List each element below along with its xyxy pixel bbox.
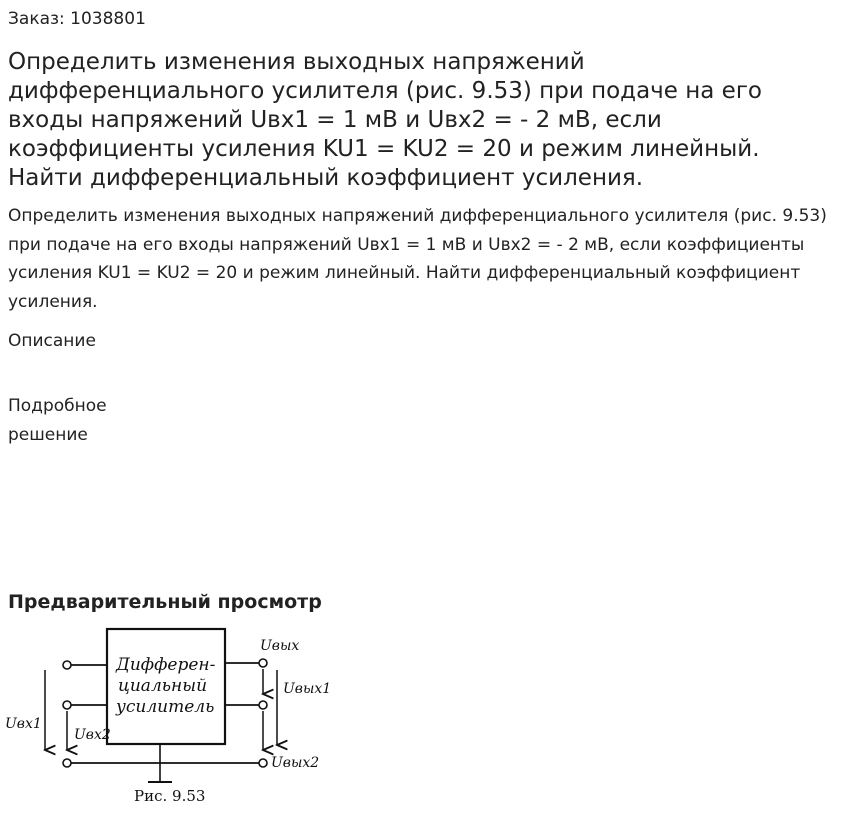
figure-caption: Рис. 9.53: [134, 787, 206, 805]
description-label: Описание: [8, 331, 96, 351]
circuit-diagram: [0, 622, 340, 812]
order-number: Заказ: 1038801: [8, 9, 146, 29]
task-description: Определить изменения выходных напряжений дифференциального усилителя (рис. 9.53) при подаче на его входы напряжений Uвх1 = 1 мВ и Uвх2 = - 2 мВ, если коэффициенты усиления KU1 = KU2 = 20 и режим линейный. Найти дифференциальный коэффициент усиления.: [8, 206, 827, 312]
circuit-figure: [0, 622, 340, 812]
input-terminal-2: [63, 701, 71, 709]
common-terminal-right: [259, 759, 267, 767]
input-terminal-1: [63, 661, 71, 669]
u-out-label: Uвых: [260, 638, 300, 654]
task-title: Определить изменения выходных напряжений дифференциального усилителя (рис. 9.53) при подаче на его входы напряжений Uвх1 = 1 мВ и Uвх2 = - 2 мВ, если коэффициенты усиления KU1 = KU2 = 20 и режим линейный. Найти дифференциальный коэффициент усиления.: [8, 49, 762, 191]
output-terminal-2: [259, 701, 267, 709]
preview-title: Предварительный просмотр: [8, 591, 322, 613]
u-in2-label: Uвх2: [74, 727, 111, 743]
block-text-2: циальный: [118, 676, 208, 696]
output-terminal-1: [259, 659, 267, 667]
u-out2-label: Uвых2: [271, 755, 320, 771]
u-out1-label: Uвых1: [283, 681, 332, 697]
solution-label: Подробное решение: [8, 396, 107, 445]
block-text-1: Дифферен-: [116, 655, 216, 675]
u-in1-label: Uвх1: [5, 716, 42, 732]
block-text-3: усилитель: [116, 697, 215, 717]
common-terminal-left: [63, 759, 71, 767]
